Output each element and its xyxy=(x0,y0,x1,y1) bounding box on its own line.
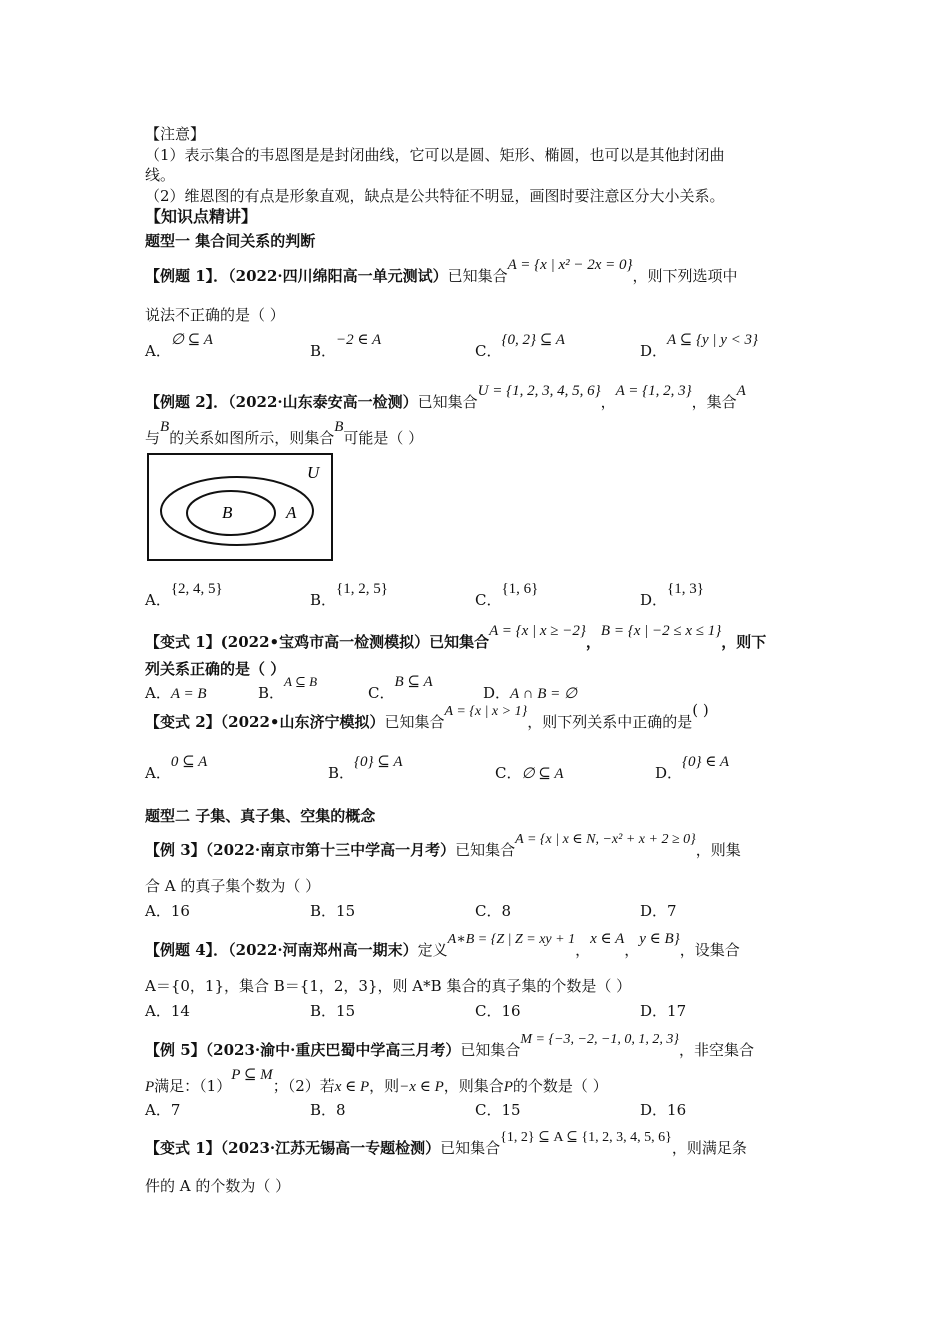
ex4-label: 【例题 4】．（2022·河南郑州高一期末） xyxy=(145,941,418,959)
ex2-option-b: B．{1, 2, 5} xyxy=(310,581,388,609)
ex5-question: 【例 5】（2023·渝中·重庆巴蜀中学高三月考）已知集合M = {−3, −2, −1, 0, 1, 2, 3}，非空集合 xyxy=(145,1032,755,1059)
type1-title: 题型一 集合间关系的判断 xyxy=(145,232,316,250)
ex4-line2: A＝{0，1}，集合 B＝{1，2，3}，则 A*B 集合的真子集的个数是（ ） xyxy=(145,977,632,995)
venn-label-a: A xyxy=(286,503,297,522)
ex2-label: 【例题 2】．（2022·山东泰安高一检测） xyxy=(145,393,418,411)
var3-label: 【变式 1】（2023·江苏无锡高一专题检测） xyxy=(145,1139,441,1157)
ex4-formula: A∗B = {Z | Z = xy + 1 xyxy=(447,932,576,947)
note-line-1b: 线。 xyxy=(145,166,176,184)
ex2-text-b: ，集合 xyxy=(691,393,737,411)
ex4-option-c: C．16 xyxy=(475,1002,521,1020)
ex4-option-d: D．17 xyxy=(640,1002,687,1020)
var2-option-a: A．0 ⊆ A xyxy=(145,754,208,782)
var2-formula: A = {x | x > 1} xyxy=(444,704,528,719)
var2-label: 【变式 2】（2022•山东济宁模拟） xyxy=(145,713,385,731)
ex1-option-d: D．A ⊆ {y | y < 3} xyxy=(640,332,759,360)
ex1-formula: A = {x | x² − 2x = 0} xyxy=(507,257,633,273)
var1-option-c: C．B ⊆ A xyxy=(368,674,433,702)
ex2-option-d: D．{1, 3} xyxy=(640,581,704,609)
ex1-question xyxy=(145,257,810,287)
section-title: 【知识点精讲】 xyxy=(145,207,258,226)
ex2-formula-u: U = {1, 2, 3, 4, 5, 6} xyxy=(477,383,601,399)
ex3-option-a: A．16 xyxy=(145,902,190,920)
ex3-line2: 合 A 的真子集个数为（ ） xyxy=(145,877,321,895)
ex3-question: 【例 3】（2022·南京市第十三中学高一月考）已知集合A = {x | x ∈ N, −x² + x + 2 ≥ 0}，则集 xyxy=(145,832,741,859)
ex2-text-a: 已知集合 xyxy=(417,393,478,411)
ex1-option-a: A．∅ ⊆ A xyxy=(145,332,213,360)
ex2-line2: 与B的关系如图所示，则集合B可能是（ ） xyxy=(145,419,424,447)
note-heading: 【注意】 xyxy=(145,125,206,143)
var1-question: 【变式 1】(2022•宝鸡市高一检测模拟）已知集合A = {x | x ≥ −2}，B = {x | −2 ≤ x ≤ 1}，则下 xyxy=(145,623,767,651)
note-line-2: （2）维恩图的有点是形象直观，缺点是公共特征不明显，画图时要注意区分大小关系。 xyxy=(145,187,725,205)
var1-label: 【变式 1】(2022•宝鸡市高一检测模拟）已知集合 xyxy=(145,633,490,651)
ex2-option-c: C．{1, 6} xyxy=(475,581,539,609)
ex1-text-b: ，则下列选项中 xyxy=(632,267,738,285)
ex4-option-b: B．15 xyxy=(310,1002,356,1020)
ex5-line2: P满足：（1）P ⊆ M；（2）若x ∈ P，则−x ∈ P，则集合P的个数是（ ） xyxy=(145,1067,608,1095)
var2-option-c: C．∅ ⊆ A xyxy=(495,764,564,782)
var1-option-b: B．A ⊆ B xyxy=(258,674,318,702)
ex5-option-a: A．7 xyxy=(145,1101,181,1119)
venn-label-u: U xyxy=(307,463,320,482)
type2-title: 题型二 子集、真子集、空集的概念 xyxy=(145,807,376,825)
ex3-formula: A = {x | x ∈ N, −x² + x + 2 ≥ 0} xyxy=(515,832,696,847)
venn-label-b: B xyxy=(222,503,233,522)
ex5-label: 【例 5】（2023·渝中·重庆巴蜀中学高三月考） xyxy=(145,1041,461,1059)
ex1-line2: 说法不正确的是（ ） xyxy=(145,306,285,324)
var2-option-d: D．{0} ∈ A xyxy=(655,754,730,782)
var1-formula-b: B = {x | −2 ≤ x ≤ 1} xyxy=(600,623,722,639)
ex5-option-b: B．8 xyxy=(310,1101,346,1119)
ex1-option-b: B．−2 ∈ A xyxy=(310,332,382,360)
var1-option-a: A．A = B xyxy=(145,684,207,702)
venn-diagram xyxy=(147,453,337,565)
var1-formula-a: A = {x | x ≥ −2} xyxy=(489,623,586,639)
ex1-option-c: C．{0, 2} ⊆ A xyxy=(475,332,565,360)
ex1-text-a: 已知集合 xyxy=(447,267,508,285)
ex2-option-a: A．{2, 4, 5} xyxy=(145,581,223,609)
ex5-formula: M = {−3, −2, −1, 0, 1, 2, 3} xyxy=(520,1032,680,1047)
ex3-label: 【例 3】（2022·南京市第十三中学高一月考） xyxy=(145,841,456,859)
ex3-option-c: C．8 xyxy=(475,902,512,920)
var3-formula: {1, 2} ⊆ A ⊆ {1, 2, 3, 4, 5, 6} xyxy=(500,1130,672,1145)
var2-option-b: B．{0} ⊆ A xyxy=(328,754,403,782)
ex3-option-b: B．15 xyxy=(310,902,356,920)
ex1-label: 【例题 1】．（2022·四川绵阳高一单元测试） xyxy=(145,267,448,285)
ex4-option-a: A．14 xyxy=(145,1002,190,1020)
var1-line2: 列关系正确的是（ ） xyxy=(145,660,286,678)
var3-line2: 件的 A 的个数为（ ） xyxy=(145,1177,291,1195)
ex5-option-d: D．16 xyxy=(640,1101,687,1119)
ex5-option-c: C．15 xyxy=(475,1101,521,1119)
var3-question: 【变式 1】（2023·江苏无锡高一专题检测）已知集合{1, 2} ⊆ A ⊆ {1, 2, 3, 4, 5, 6}，则满足条 xyxy=(145,1130,747,1157)
ex3-option-d: D．7 xyxy=(640,902,677,920)
ex2-question: 【例题 2】．（2022·山东泰安高一检测）已知集合U = {1, 2, 3, 4, 5, 6}，A = {1, 2, 3}，集合A xyxy=(145,383,746,411)
var2-question: 【变式 2】（2022•山东济宁模拟）已知集合A = {x | x > 1}，则下列关系中正确的是( ) xyxy=(145,701,709,731)
var1-option-d: D．A ∩ B = ∅ xyxy=(483,684,578,702)
ex4-question: 【例题 4】．（2022·河南郑州高一期末）定义A∗B = {Z | Z = xy + 1，x ∈ A，y ∈ B}，设集合 xyxy=(145,931,740,959)
note-line-1: （1）表示集合的韦恩图是是封闭曲线，它可以是圆、矩形、椭圆，也可以是其他封闭曲 xyxy=(145,146,725,164)
ex2-formula-a: A = {1, 2, 3} xyxy=(615,383,692,399)
